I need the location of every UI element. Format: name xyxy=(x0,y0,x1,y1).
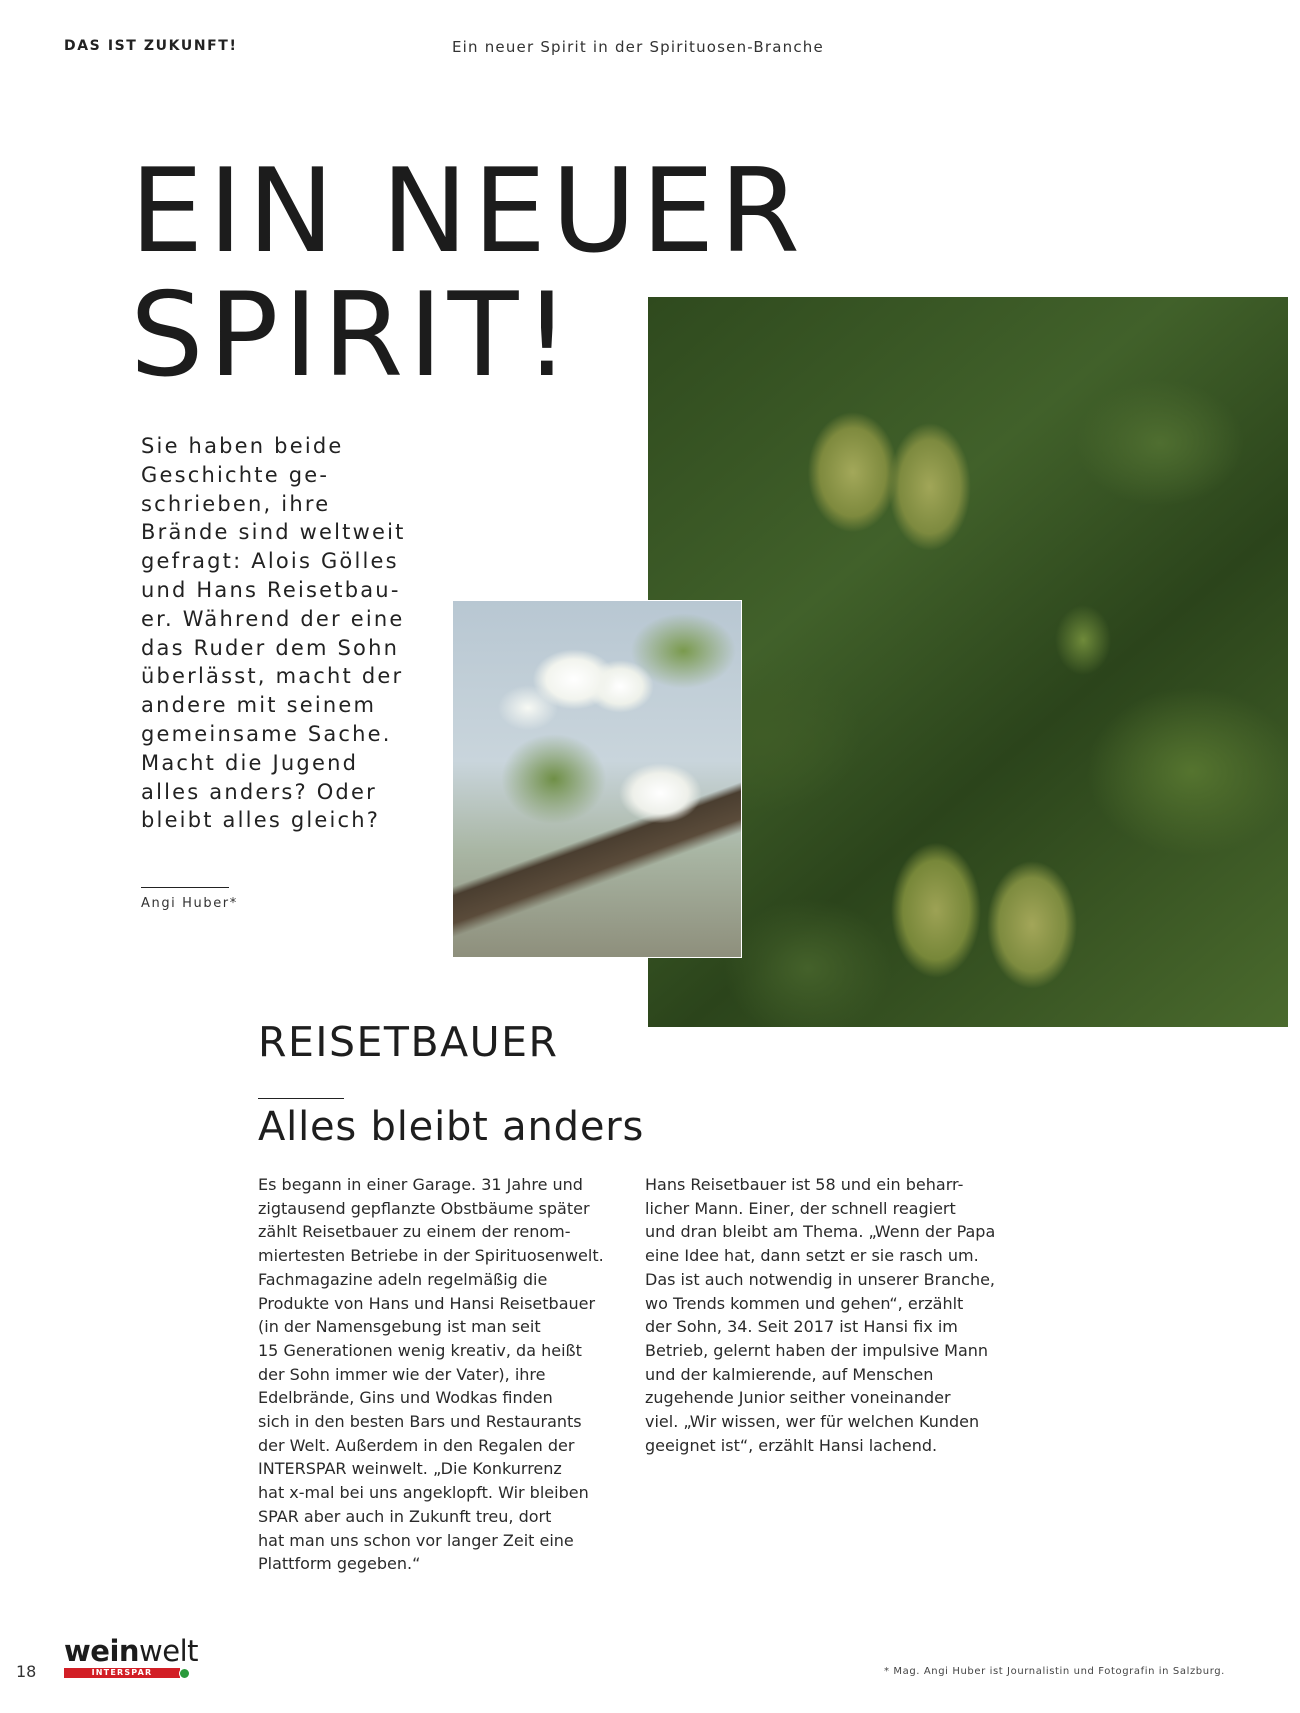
page-number: 18 xyxy=(16,1662,37,1681)
body-line: Plattform gegeben.“ xyxy=(258,1554,421,1574)
body-line: Edelbrände, Gins und Wodkas finden xyxy=(258,1388,553,1408)
body-line: eine Idee hat, dann setzt er sie rasch um. xyxy=(645,1246,979,1266)
lead-line: schrieben, ihre xyxy=(141,491,331,516)
lead-line: Macht die Jugend xyxy=(141,750,359,775)
body-line: zählt Reisetbauer zu einem der renom- xyxy=(258,1222,571,1242)
body-line: zigtausend gepflanzte Obstbäume später xyxy=(258,1198,590,1218)
body-line: der Welt. Außerdem in den Regalen der xyxy=(258,1435,575,1455)
lead-line: gemeinsame Sache. xyxy=(141,721,392,746)
pear-blossom-photo xyxy=(452,600,742,958)
body-line: Fachmagazine adeln regelmäßig die xyxy=(258,1269,548,1289)
running-head: Ein neuer Spirit in der Spirituosen-Branche xyxy=(452,38,824,56)
section-divider xyxy=(258,1098,344,1099)
footnote: * Mag. Angi Huber ist Journalistin und Fotografin in Salzburg. xyxy=(884,1666,1225,1677)
body-line: INTERSPAR weinwelt. „Die Konkurrenz xyxy=(258,1459,562,1479)
body-line: geeignet ist“, erzählt Hansi lachend. xyxy=(645,1435,938,1455)
lead-line: und Hans Reisetbau- xyxy=(141,577,401,602)
body-line: der Sohn, 34. Seit 2017 ist Hansi fix im xyxy=(645,1317,958,1337)
logo-word-thin: welt xyxy=(139,1634,199,1668)
body-line: SPAR aber auch in Zukunft treu, dort xyxy=(258,1506,552,1526)
body-line: Es begann in einer Garage. 31 Jahre und xyxy=(258,1175,583,1194)
body-line: viel. „Wir wissen, wer für welchen Kunden xyxy=(645,1412,980,1432)
body-line: 15 Generationen wenig kreativ, da heißt xyxy=(258,1340,582,1360)
body-line: Betrieb, gelernt haben der impulsive Mann xyxy=(645,1340,989,1360)
section-subhead: Alles bleibt anders xyxy=(258,1104,645,1150)
body-line: hat man uns schon vor langer Zeit eine xyxy=(258,1530,574,1550)
body-line: zugehende Junior seither voneinander xyxy=(645,1388,951,1408)
body-line: wo Trends kommen und gehen“, erzählt xyxy=(645,1293,964,1313)
body-line: miertesten Betriebe in der Spirituosenwelt. xyxy=(258,1246,604,1266)
body-line: Das ist auch notwendig in unserer Branche, xyxy=(645,1269,996,1289)
lead-line: überlässt, macht der xyxy=(141,664,404,689)
author-divider xyxy=(141,887,229,888)
body-column-right xyxy=(645,1173,1003,1457)
body-line: Produkte von Hans und Hansi Reisetbauer xyxy=(258,1293,596,1313)
body-line: und dran bleibt am Thema. „Wenn der Papa xyxy=(645,1222,996,1242)
body-line: und der kalmierende, auf Menschen xyxy=(645,1364,934,1384)
pear-tree-photo xyxy=(648,297,1288,1027)
headline-line-2: SPIRIT! xyxy=(130,268,575,403)
lead-line: gefragt: Alois Gölles xyxy=(141,549,399,574)
author-byline: Angi Huber* xyxy=(141,896,238,911)
lead-paragraph xyxy=(141,432,431,835)
weinwelt-logo xyxy=(64,1634,199,1678)
body-line: der Sohn immer wie der Vater), ihre xyxy=(258,1364,546,1384)
body-line: Hans Reisetbauer ist 58 und ein beharr- xyxy=(645,1175,964,1194)
body-line: hat x-mal bei uns angeklopft. Wir bleiben xyxy=(258,1483,589,1503)
lead-line: er. Während der eine xyxy=(141,606,405,631)
lead-line: alles anders? Oder xyxy=(141,779,377,804)
body-line: (in der Namensgebung ist man seit xyxy=(258,1317,541,1337)
spar-tree-icon xyxy=(179,1668,190,1679)
logo-interspar-bar xyxy=(64,1668,180,1678)
body-line: licher Mann. Einer, der schnell reagiert xyxy=(645,1198,956,1218)
lead-line: das Ruder dem Sohn xyxy=(141,635,400,660)
headline-line-1: EIN NEUER xyxy=(130,144,806,279)
lead-line: bleibt alles gleich? xyxy=(141,808,381,833)
logo-interspar-text: INTERSPAR xyxy=(91,1668,153,1677)
lead-line: Sie haben beide xyxy=(141,434,344,458)
logo-wordmark xyxy=(64,1634,199,1668)
body-column-left xyxy=(258,1173,616,1576)
lead-line: andere mit seinem xyxy=(141,693,377,718)
logo-word-bold: wein xyxy=(64,1634,140,1668)
section-label: DAS IST ZUKUNFT! xyxy=(64,38,238,54)
section-kicker: REISETBAUER xyxy=(258,1018,559,1066)
lead-line: Brände sind weltweit xyxy=(141,520,406,545)
lead-line: Geschichte ge- xyxy=(141,462,330,487)
body-line: sich in den besten Bars und Restaurants xyxy=(258,1412,582,1432)
